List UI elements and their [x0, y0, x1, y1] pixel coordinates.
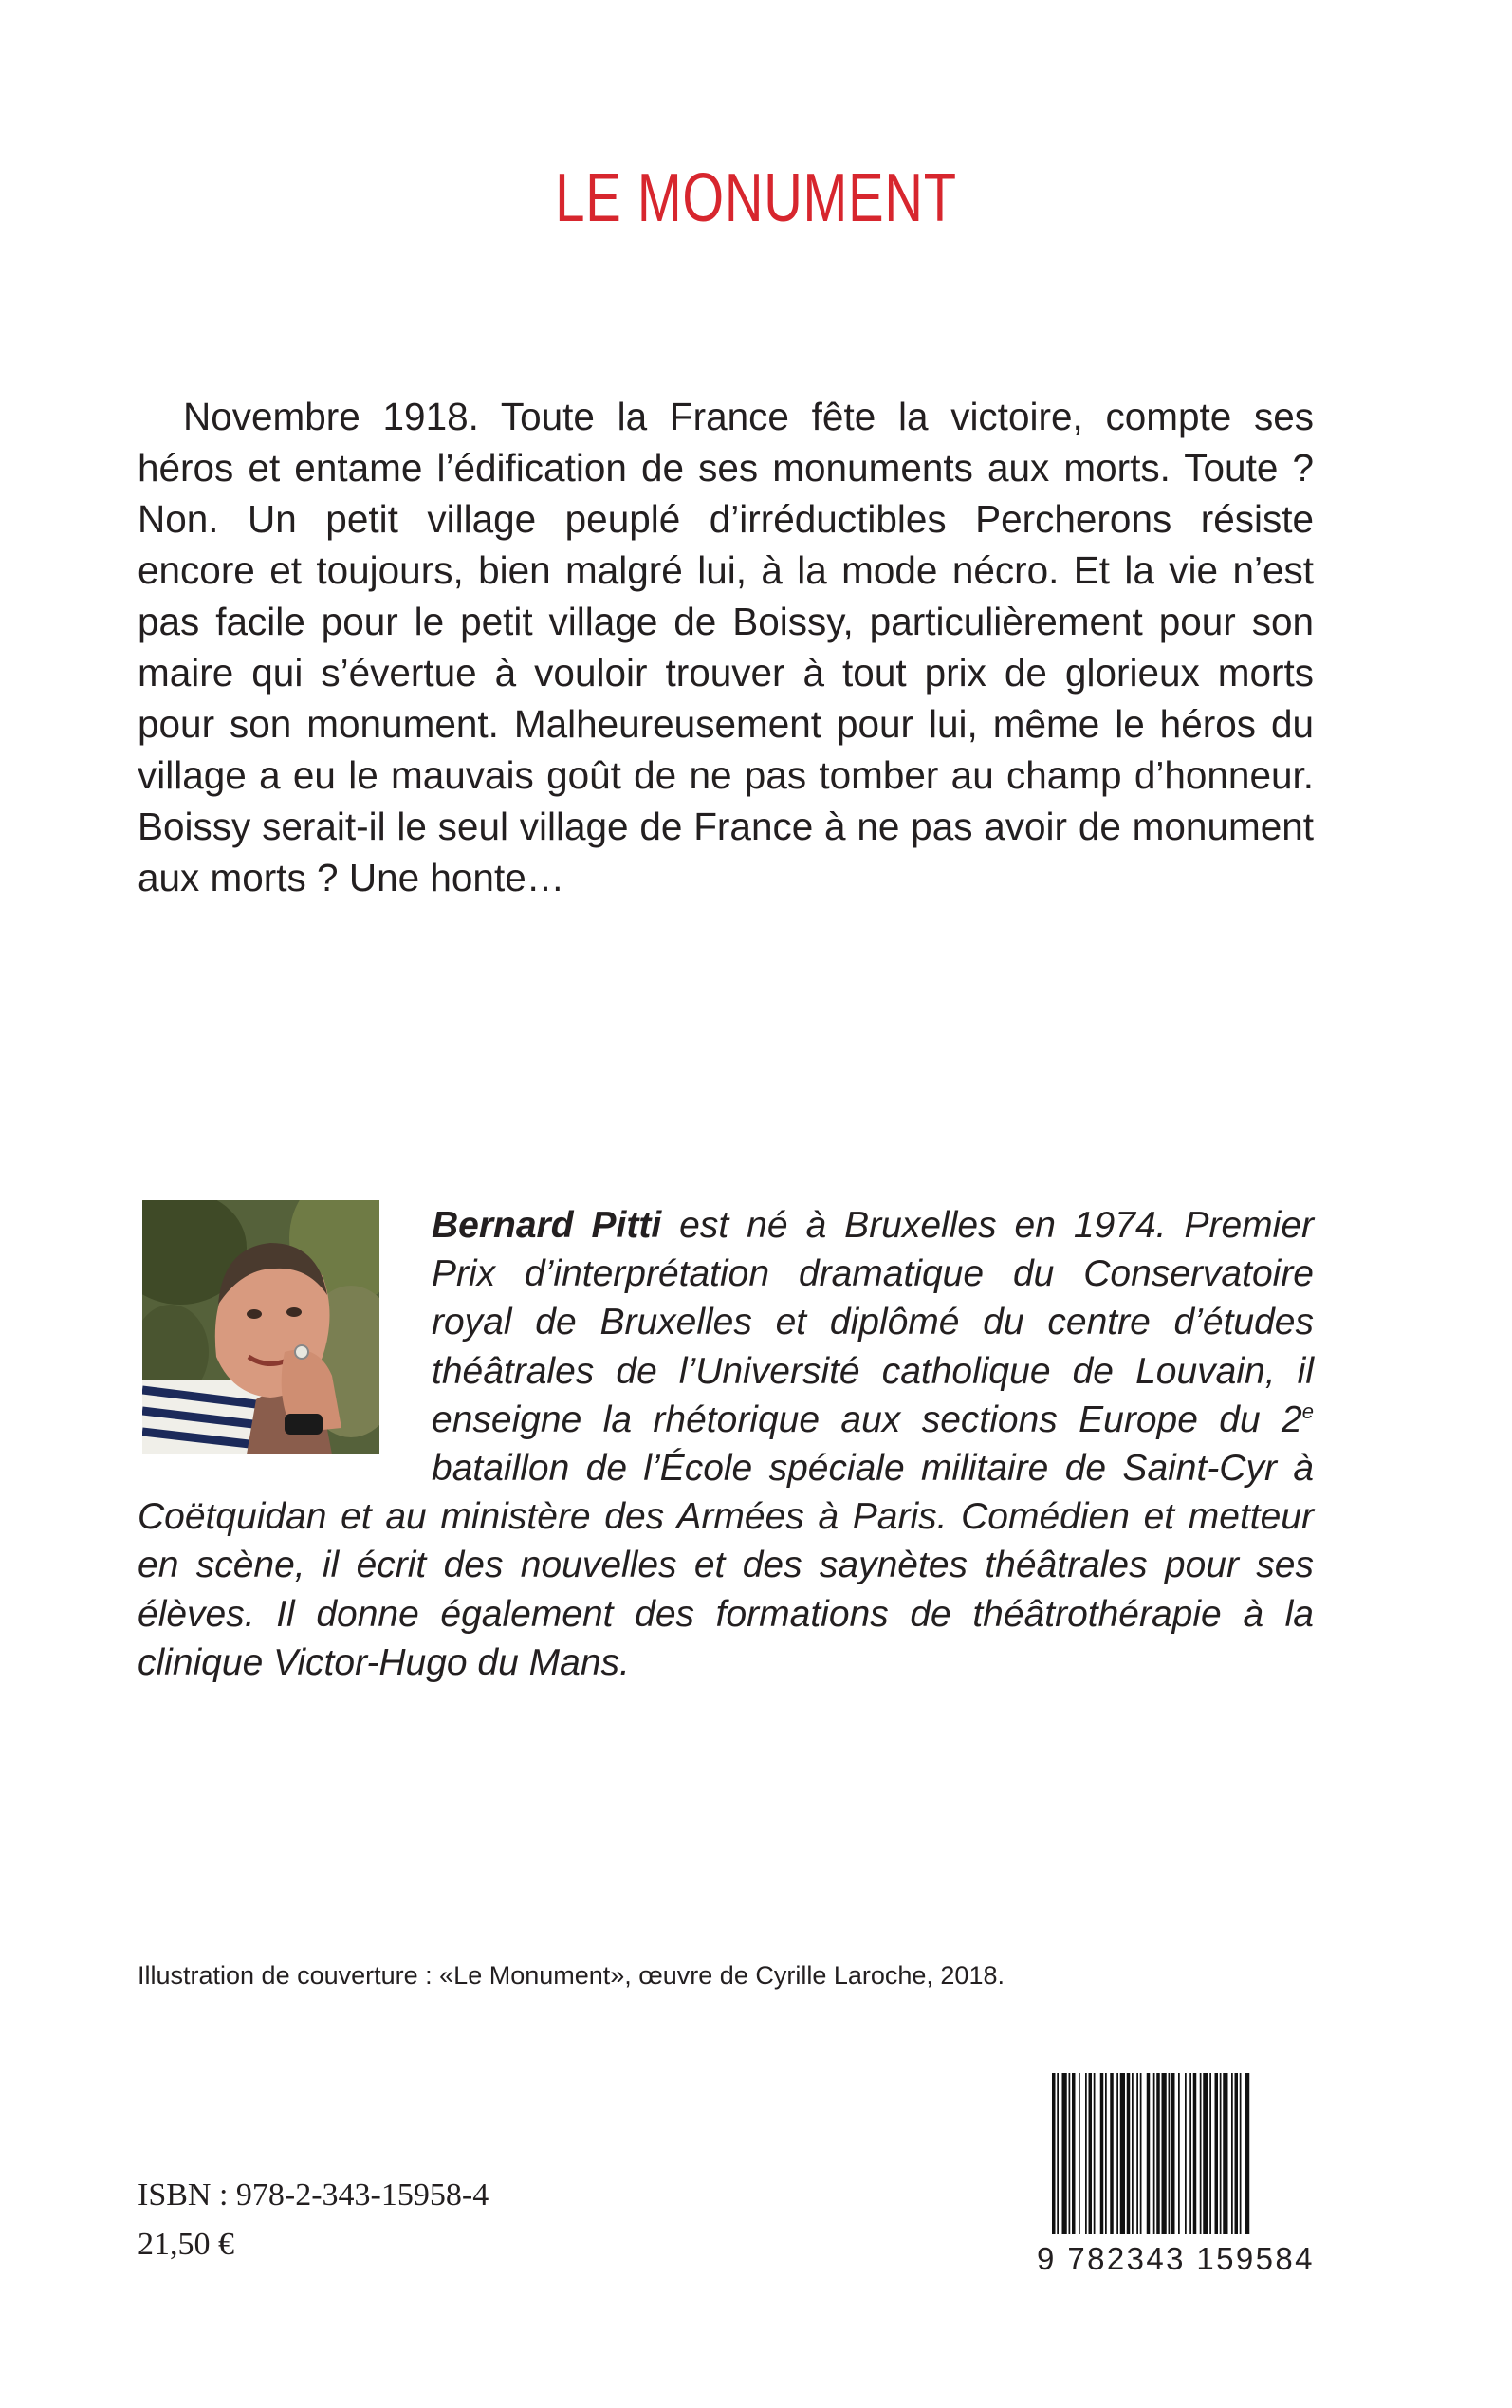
barcode-bar: [1153, 2073, 1155, 2234]
barcode-bar: [1116, 2073, 1118, 2234]
barcode-bar: [1079, 2073, 1080, 2234]
barcode-bars: [1048, 2073, 1330, 2234]
author-name: Bernard Pitti: [432, 1205, 662, 1246]
barcode-bar: [1209, 2073, 1211, 2234]
barcode-bar: [1105, 2073, 1107, 2234]
barcode-bar: [1200, 2073, 1202, 2234]
barcode-bar: [1178, 2073, 1180, 2234]
barcode-digits: 9 782343 159584: [1037, 2241, 1315, 2276]
isbn: ISBN : 978-2-343-15958-4: [138, 2177, 489, 2213]
barcode-bar: [1132, 2073, 1134, 2234]
barcode-bar: [1156, 2073, 1160, 2234]
barcode-bar: [1147, 2073, 1151, 2234]
barcode-bar: [1094, 2073, 1096, 2234]
barcode-bar: [1185, 2073, 1187, 2234]
barcode-bar: [1062, 2073, 1067, 2234]
author-bio-part1: est né à Bruxelles en 1974. Premier Prix d’interprétation dramatique du Conservatoire royal de Bruxelles et diplômé du centre d’études théâtrales de l’Université catholique de Louvain, il enseigne la rhétorique aux sections Europe du 2: [432, 1205, 1314, 1440]
barcode-bar: [1140, 2073, 1142, 2234]
book-title: LE MONUMENT: [555, 160, 957, 236]
barcode-bar: [1171, 2073, 1175, 2234]
barcode-bar: [1136, 2073, 1138, 2234]
barcode-bar: [1169, 2073, 1171, 2234]
price: 21,50 €: [138, 2227, 234, 2262]
barcode-bar: [1057, 2073, 1059, 2234]
author-bio-part2: bataillon de l’École spéciale militaire de Saint-Cyr à Coëtquidan et au ministère des Armées à Paris. Comédien et metteur en scène, il écrit des nouvelles et des saynètes théâtrales pour ses élèves. Il donne également des formations de théâtrothérapie à la clinique Victor-Hugo du Mans.: [138, 1448, 1314, 1683]
barcode-bar: [1127, 2073, 1131, 2234]
author-bio: [138, 1201, 1314, 1687]
barcode-bar: [1072, 2073, 1076, 2234]
barcode-bar: [1245, 2073, 1249, 2234]
barcode-bar: [1189, 2073, 1191, 2234]
barcode-bar: [1069, 2073, 1071, 2234]
barcode-bar: [1120, 2073, 1125, 2234]
barcode-bar: [1100, 2073, 1104, 2234]
barcode-bar: [1220, 2073, 1222, 2234]
barcode-bar: [1162, 2073, 1167, 2234]
barcode-bar: [1085, 2073, 1087, 2234]
barcode-bar: [1235, 2073, 1239, 2234]
barcode-bar: [1231, 2073, 1233, 2234]
barcode-bar: [1203, 2073, 1208, 2234]
barcode-bar: [1240, 2073, 1242, 2234]
barcode-bar: [1089, 2073, 1093, 2234]
barcode-bar: [1193, 2073, 1197, 2234]
barcode-bar: [1215, 2073, 1219, 2234]
barcode-bar: [1052, 2073, 1056, 2234]
author-bio-sup: e: [1301, 1398, 1314, 1423]
blurb-text: Novembre 1918. Toute la France fête la victoire, compte ses héros et entame l’édification de ses monuments aux morts. Toute ? Non. Un petit village peuplé d’irréductibles Percherons résiste encore et toujours, bien malgré lui, à la mode nécro. Et la vie n’est pas facile pour le petit village de Boissy, particulièrement pour son maire qui s’évertue à vouloir trouver à tout prix de glorieux morts pour son monument. Malheureusement pour lui, même le héros du village a eu le mauvais goût de ne pas tomber au champ d’honneur. Boissy serait-il le seul village de France à ne pas avoir de monument aux morts ? Une honte…: [138, 395, 1314, 899]
barcode-bar: [1223, 2073, 1227, 2234]
barcode-bar: [1110, 2073, 1114, 2234]
cover-credit: Illustration de couverture : «Le Monument», œuvre de Cyrille Laroche, 2018.: [138, 1961, 1005, 1990]
